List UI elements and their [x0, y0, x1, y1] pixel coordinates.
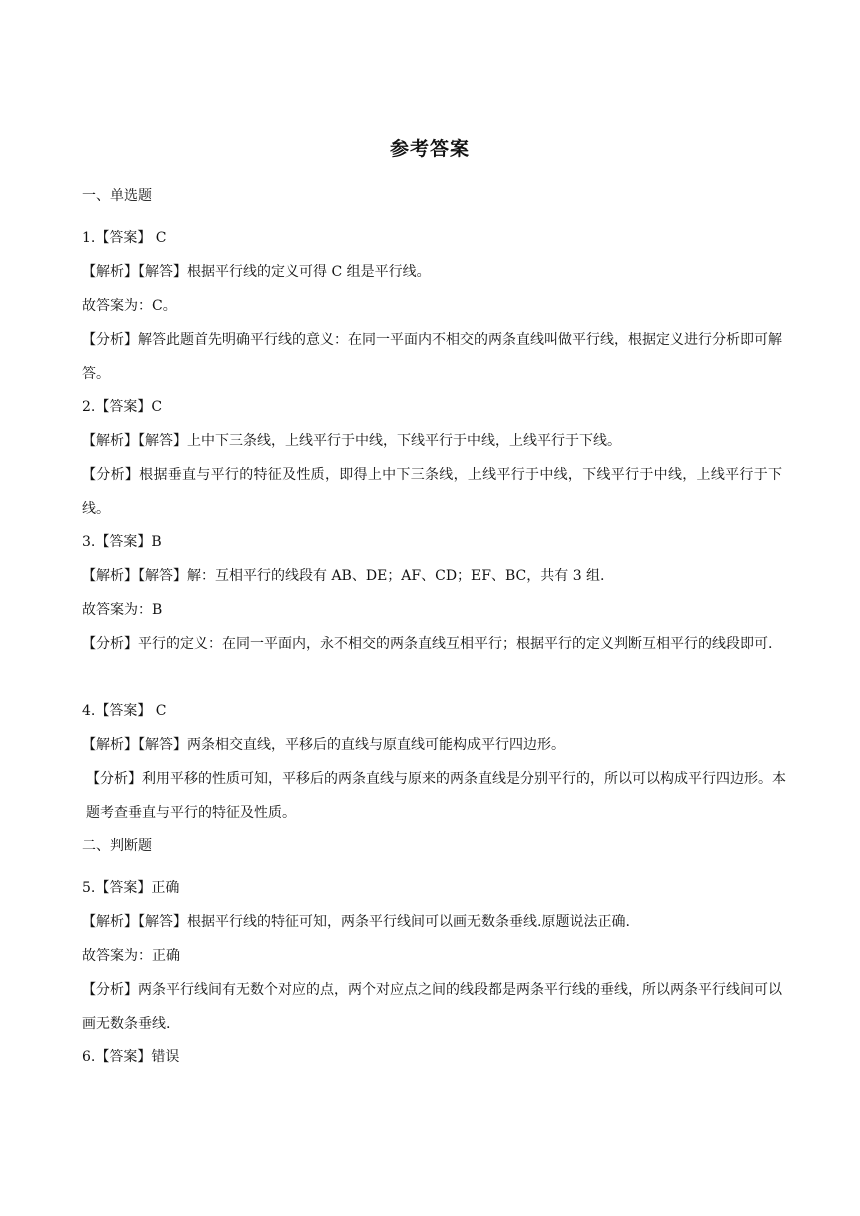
analysis-paragraph-5: 【分析】两条平行线间有无数个对应的点，两个对应点之间的线段都是两条平行线的垂线，所以两条平行线间可以画无数条垂线. — [82, 982, 782, 1032]
analysis-paragraph-1: 【分析】解答此题首先明确平行线的意义：在同一平面内不相交的两条直线叫做平行线，根据定义进行分析即可解答。 — [82, 332, 782, 382]
analysis-paragraph-3: 【分析】平行的定义：在同一平面内，永不相交的两条直线互相平行；根据平行的定义判断互相平行的线段即可. — [82, 636, 773, 652]
page-title: 参考答案 — [389, 138, 470, 160]
analysis-paragraph-2: 【分析】根据垂直与平行的特征及性质，即得上中下三条线，上线平行于中线，下线平行于中线，上线平行于下线。 — [82, 467, 782, 517]
answer-line-5: 5.【答案】正确 — [82, 880, 180, 896]
explanation-line-5: 【解析】【解答】根据平行线的特征可知，两条平行线间可以画无数条垂线.原题说法正确. — [82, 914, 630, 930]
answer-line-2: 2.【答案】C — [82, 399, 163, 415]
section-heading-single-choice: 一、单选题 — [82, 188, 152, 204]
conclusion-line-1: 故答案为：C。 — [82, 298, 177, 314]
analysis-paragraph-4: 【分析】利用平移的性质可知，平移后的两条直线与原来的两条直线是分别平行的，所以可以构成平行四边形。本题考查垂直与平行的特征及性质。 — [86, 771, 786, 821]
explanation-line-4: 【解析】【解答】两条相交直线，平移后的直线与原直线可能构成平行四边形。 — [82, 737, 565, 753]
explanation-line-2: 【解析】【解答】上中下三条线，上线平行于中线，下线平行于中线，上线平行于下线。 — [82, 433, 621, 449]
conclusion-line-5: 故答案为：正确 — [82, 948, 180, 964]
answer-line-6: 6.【答案】错误 — [82, 1049, 180, 1065]
answer-line-1: 1.【答案】 C — [82, 230, 167, 246]
explanation-line-3: 【解析】【解答】解：互相平行的线段有 AB、DE；AF、CD；EF、BC，共有 3 组. — [82, 568, 605, 584]
answer-line-4: 4.【答案】 C — [82, 703, 167, 719]
explanation-line-1: 【解析】【解答】根据平行线的定义可得 C 组是平行线。 — [82, 264, 431, 280]
section-heading-true-false: 二、判断题 — [82, 838, 152, 854]
answer-line-3: 3.【答案】B — [82, 534, 162, 550]
conclusion-line-3: 故答案为：B — [82, 602, 163, 618]
